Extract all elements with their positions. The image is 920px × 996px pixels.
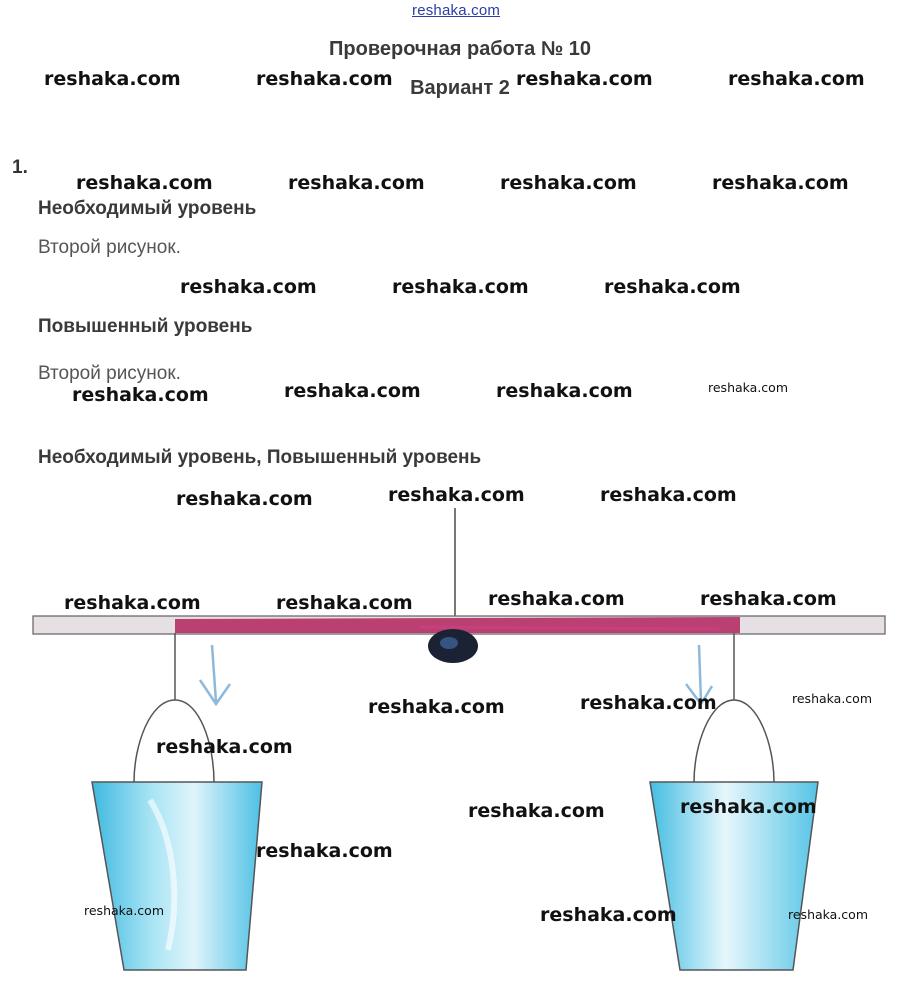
watermark: reshaka.com: [72, 384, 209, 406]
watermark: reshaka.com: [496, 380, 633, 402]
page-title: Проверочная работа № 10: [329, 38, 591, 60]
watermark: reshaka.com: [256, 840, 393, 862]
variant-label: Вариант 2: [410, 77, 510, 99]
left-bucket: [92, 782, 262, 970]
watermark: reshaka.com: [580, 692, 717, 714]
level-heading-required: Необходимый уровень: [38, 198, 257, 219]
watermark: reshaka.com: [368, 696, 505, 718]
watermark: reshaka.com: [488, 588, 625, 610]
watermark: reshaka.com: [392, 276, 529, 298]
watermark: reshaka.com: [84, 903, 164, 918]
watermark: reshaka.com: [708, 380, 788, 395]
watermark: reshaka.com: [64, 592, 201, 614]
answer-required: Второй рисунок.: [38, 237, 181, 258]
watermark: reshaka.com: [176, 488, 313, 510]
answer-advanced: Второй рисунок.: [38, 363, 181, 384]
watermark: reshaka.com: [604, 276, 741, 298]
watermark: reshaka.com: [288, 172, 425, 194]
watermark: reshaka.com: [44, 68, 181, 90]
watermark: reshaka.com: [256, 68, 393, 90]
watermark: reshaka.com: [156, 736, 293, 758]
watermark: reshaka.com: [600, 484, 737, 506]
watermark: reshaka.com: [680, 796, 817, 818]
watermark: reshaka.com: [284, 380, 421, 402]
watermark: reshaka.com: [388, 484, 525, 506]
watermark: reshaka.com: [500, 172, 637, 194]
site-link[interactable]: reshaka.com: [412, 2, 501, 19]
watermark: reshaka.com: [712, 172, 849, 194]
task-number: 1.: [12, 157, 28, 178]
watermark: reshaka.com: [700, 588, 837, 610]
watermark: reshaka.com: [540, 904, 677, 926]
watermark: reshaka.com: [468, 800, 605, 822]
watermark: reshaka.com: [276, 592, 413, 614]
left-force-arrow: [200, 645, 230, 704]
watermark: reshaka.com: [792, 691, 872, 706]
watermark: reshaka.com: [180, 276, 317, 298]
level-heading-advanced: Повышенный уровень: [38, 316, 253, 337]
watermark: reshaka.com: [788, 907, 868, 922]
figure-heading: Необходимый уровень, Повышенный уровень: [38, 447, 482, 468]
watermark: reshaka.com: [516, 68, 653, 90]
watermark: reshaka.com: [76, 172, 213, 194]
watermark: reshaka.com: [728, 68, 865, 90]
